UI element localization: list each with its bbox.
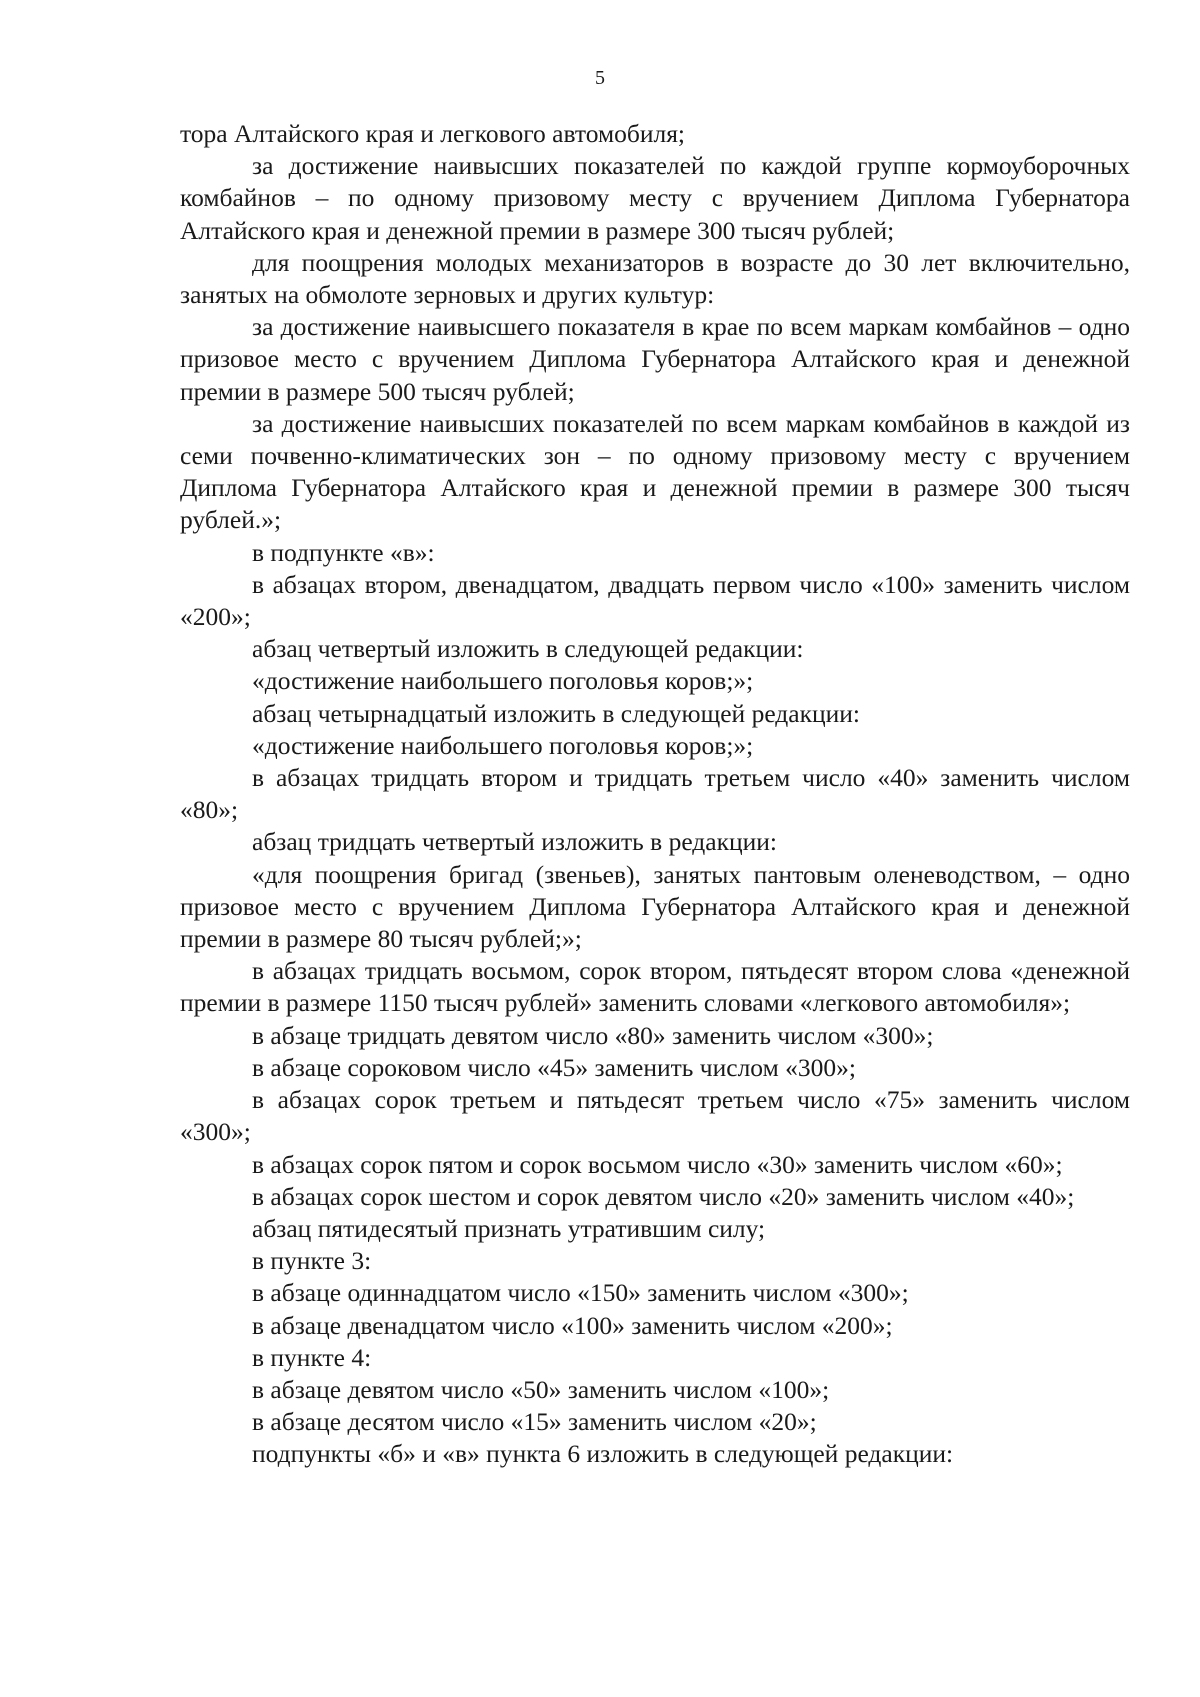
paragraph: «достижение наибольшего поголовья коров;»; bbox=[252, 666, 754, 696]
paragraph: «для поощрения бригад (звеньев), занятых пантовым оленеводством, – одно призовое место с вручением Диплома Губернатора Алтайского края и денежной премии в размере 80 тысяч рублей;»; bbox=[180, 859, 1130, 954]
paragraph: за достижение наивысших показателей по каждой группе кормоуборочных комбайнов – по одному призовому месту с вручением Диплома Губернатора Алтайского края и денежной премии в размере 300 тысяч рублей; bbox=[180, 151, 1130, 245]
paragraph: в абзаце тридцать девятом число «80» заменить числом «300»; bbox=[252, 1020, 934, 1050]
paragraph: «достижение наибольшего поголовья коров;»; bbox=[252, 730, 754, 760]
paragraph: в абзацах сорок пятом и сорок восьмом число «30» заменить числом «60»; bbox=[252, 1149, 1063, 1179]
paragraph: за достижение наивысшего показателя в крае по всем маркам комбайнов – одно призовое место с вручением Диплома Губернатора Алтайского края и денежной премии в размере 500 тысяч рублей; bbox=[180, 312, 1130, 406]
paragraph: абзац тридцать четвертый изложить в редакции: bbox=[252, 827, 778, 857]
paragraph: в абзацах тридцать втором и тридцать третьем число «40» заменить числом «80»; bbox=[180, 763, 1130, 825]
paragraph: в абзаце двенадцатом число «100» заменить числом «200»; bbox=[252, 1310, 893, 1340]
paragraph: для поощрения молодых механизаторов в возрасте до 30 лет включительно, занятых на обмолоте зерновых и других культур: bbox=[180, 247, 1130, 310]
paragraph: тора Алтайского края и легкового автомобиля; bbox=[180, 119, 686, 148]
paragraph: в абзацах тридцать восьмом, сорок втором, пятьдесят втором слова «денежной премии в размере 1150 тысяч рублей» заменить словами «легкового автомобиля»; bbox=[180, 956, 1130, 1018]
paragraph: в абзаце сороковом число «45» заменить числом «300»; bbox=[252, 1052, 856, 1082]
paragraph: в абзаце девятом число «50» заменить числом «100»; bbox=[252, 1374, 830, 1404]
page-number: 5 bbox=[595, 67, 605, 89]
paragraph: в абзаце одиннадцатом число «150» заменить числом «300»; bbox=[252, 1278, 909, 1308]
paragraph: абзац пятидесятый признать утратившим силу; bbox=[252, 1213, 766, 1243]
paragraph: за достижение наивысших показателей по всем маркам комбайнов в каждой из семи почвенно-климатических зон – по одному призовому месту с вручением Диплома Губернатора Алтайского края и денежной премии в размере 300 тысяч рублей.»; bbox=[180, 408, 1130, 535]
paragraph: подпункты «б» и «в» пункта 6 изложить в следующей редакции: bbox=[252, 1439, 954, 1469]
paragraph: в пункте 4: bbox=[252, 1342, 372, 1372]
document-body bbox=[180, 118, 1130, 1471]
paragraph: абзац четырнадцатый изложить в следующей редакции: bbox=[252, 698, 861, 728]
paragraph: в пункте 3: bbox=[252, 1246, 372, 1276]
paragraph: в абзацах сорок третьем и пятьдесят третьем число «75» заменить числом «300»; bbox=[180, 1085, 1130, 1147]
paragraph: в абзацах втором, двенадцатом, двадцать первом число «100» заменить числом «200»; bbox=[180, 569, 1130, 632]
paragraph: в подпункте «в»: bbox=[252, 537, 435, 567]
paragraph: в абзацах сорок шестом и сорок девятом число «20» заменить числом «40»; bbox=[252, 1181, 1075, 1211]
paragraph: абзац четвертый изложить в следующей редакции: bbox=[252, 634, 804, 664]
paragraph: в абзаце десятом число «15» заменить числом «20»; bbox=[252, 1407, 817, 1437]
